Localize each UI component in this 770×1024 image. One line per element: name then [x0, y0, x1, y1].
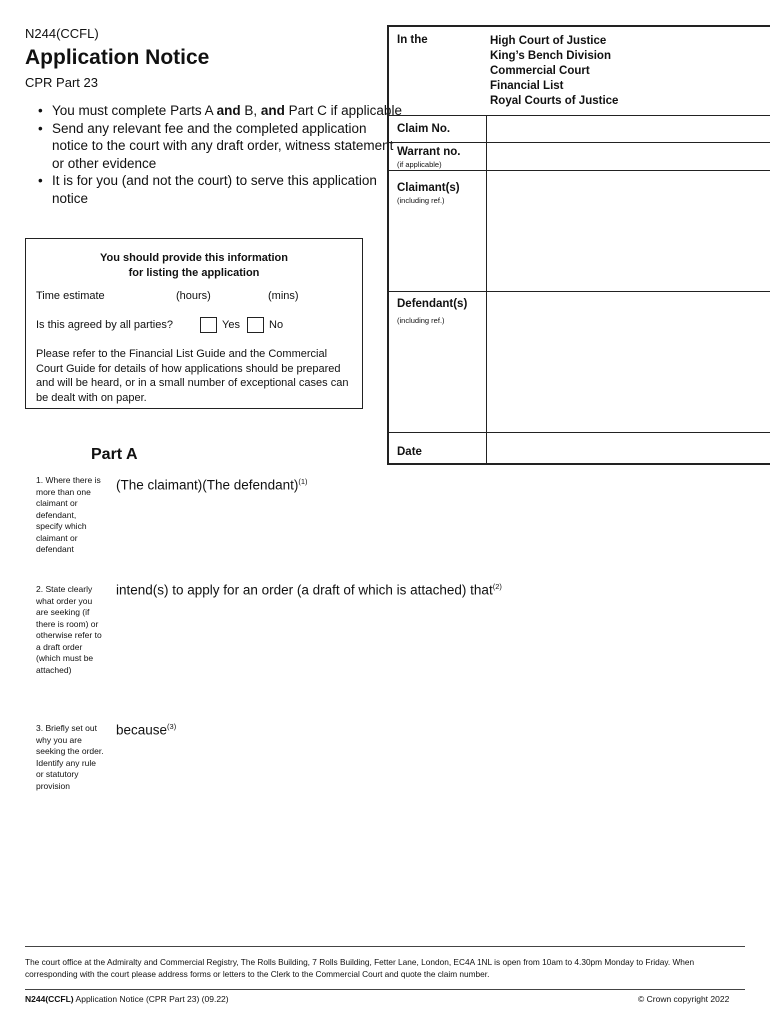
time-estimate-label: Time estimate	[36, 290, 105, 302]
claim-no-field[interactable]	[487, 116, 770, 142]
date-label: Date	[397, 446, 422, 458]
warrant-no-hint: (if applicable)	[397, 160, 442, 169]
claimants-label: Claimant(s)	[397, 182, 460, 194]
instruction-item: • Send any relevant fee and the completed application notice to the court with any draft order, witness statement or other evidence	[52, 120, 402, 173]
part-a-note-1: 1. Where there is more than one claimant or defendant, specify which claimant or defendant	[36, 475, 101, 554]
part-a-answer-3[interactable]	[116, 743, 746, 933]
listing-note: Please refer to the Financial List Guide and the Commercial Court Guide for details of how applications should be prepared and will be heard, or in a small number of exceptional cases can be dealt with on paper.	[36, 348, 349, 404]
date-field[interactable]	[487, 433, 770, 465]
defendants-label: Defendant(s)	[397, 298, 468, 310]
claim-no-label: Claim No.	[397, 123, 451, 135]
part-a-question-2: intend(s) to apply for an order (a draft of which is attached) that$^{(2)}$	[116, 582, 502, 598]
part-a-heading: Part A	[91, 446, 138, 463]
hours-field[interactable]: (hours)	[176, 290, 211, 302]
listing-heading: You should provide this information for listing the application	[99, 252, 288, 279]
no-label: No	[269, 319, 284, 331]
no-checkbox[interactable]	[247, 317, 264, 333]
mins-field[interactable]: (mins)	[268, 290, 299, 302]
defendants-field[interactable]	[487, 292, 770, 432]
part-a-question-1: (The claimant)(The defendant)$^{(1)}$	[116, 477, 308, 493]
part-a-answer-2[interactable]	[116, 603, 746, 711]
instructions-list	[38, 102, 402, 207]
agreed-row	[36, 317, 356, 335]
warrant-no-label: Warrant no.	[397, 146, 461, 158]
court-names: High Court of Justice King’s Bench Division Commercial Court Financial List Royal Courts of Justice	[490, 35, 619, 107]
claimants-hint: (including ref.)	[397, 196, 445, 205]
part-a-note-2: 2. State clearly what order you are seeking (if there is room) or otherwise refer to a draft order (which must be attached)	[36, 584, 102, 675]
part-a-question-3: because$^{(3)}$	[116, 722, 177, 738]
yes-label: Yes	[222, 319, 240, 331]
part-a-answer-1[interactable]	[116, 498, 746, 568]
agreed-question: Is this agreed by all parties?	[36, 319, 173, 331]
instruction-item: • You must complete Parts A and B, and Part C if applicable	[52, 102, 402, 120]
footer-divider	[25, 989, 745, 990]
footer-office-info: The court office at the Admiralty and Commercial Registry, The Rolls Building, 7 Rolls Building, Fetter Lane, London, EC4A 1NL is open from 10am to 4.30pm Monday to Friday. When corresponding with the court please address forms or letters to the Clerk to the Commercial Court and quote the claim number.	[25, 957, 695, 979]
instruction-item: • It is for you (and not the court) to serve this application notice	[52, 172, 402, 207]
in-the-label: In the	[397, 34, 428, 46]
footer-copyright: © Crown copyright 2022	[638, 994, 730, 1004]
listing-info-box	[25, 238, 363, 409]
defendants-hint: (including ref.)	[397, 316, 445, 325]
warrant-no-field[interactable]	[487, 143, 770, 170]
part-a-note-3: 3. Briefly set out why you are seeking the order. Identify any rule or statutory provision	[36, 723, 104, 791]
footer-divider	[25, 946, 745, 947]
page-subtitle: CPR Part 23	[25, 75, 98, 90]
footer-form-ref: N244(CCFL) Application Notice (CPR Part 23) (09.22)	[25, 994, 229, 1004]
claimants-field[interactable]	[487, 171, 770, 291]
page-title: Application Notice	[25, 46, 210, 69]
yes-checkbox[interactable]	[200, 317, 217, 333]
form-code: N244(CCFL)	[25, 26, 99, 41]
court-details-box	[387, 25, 770, 465]
